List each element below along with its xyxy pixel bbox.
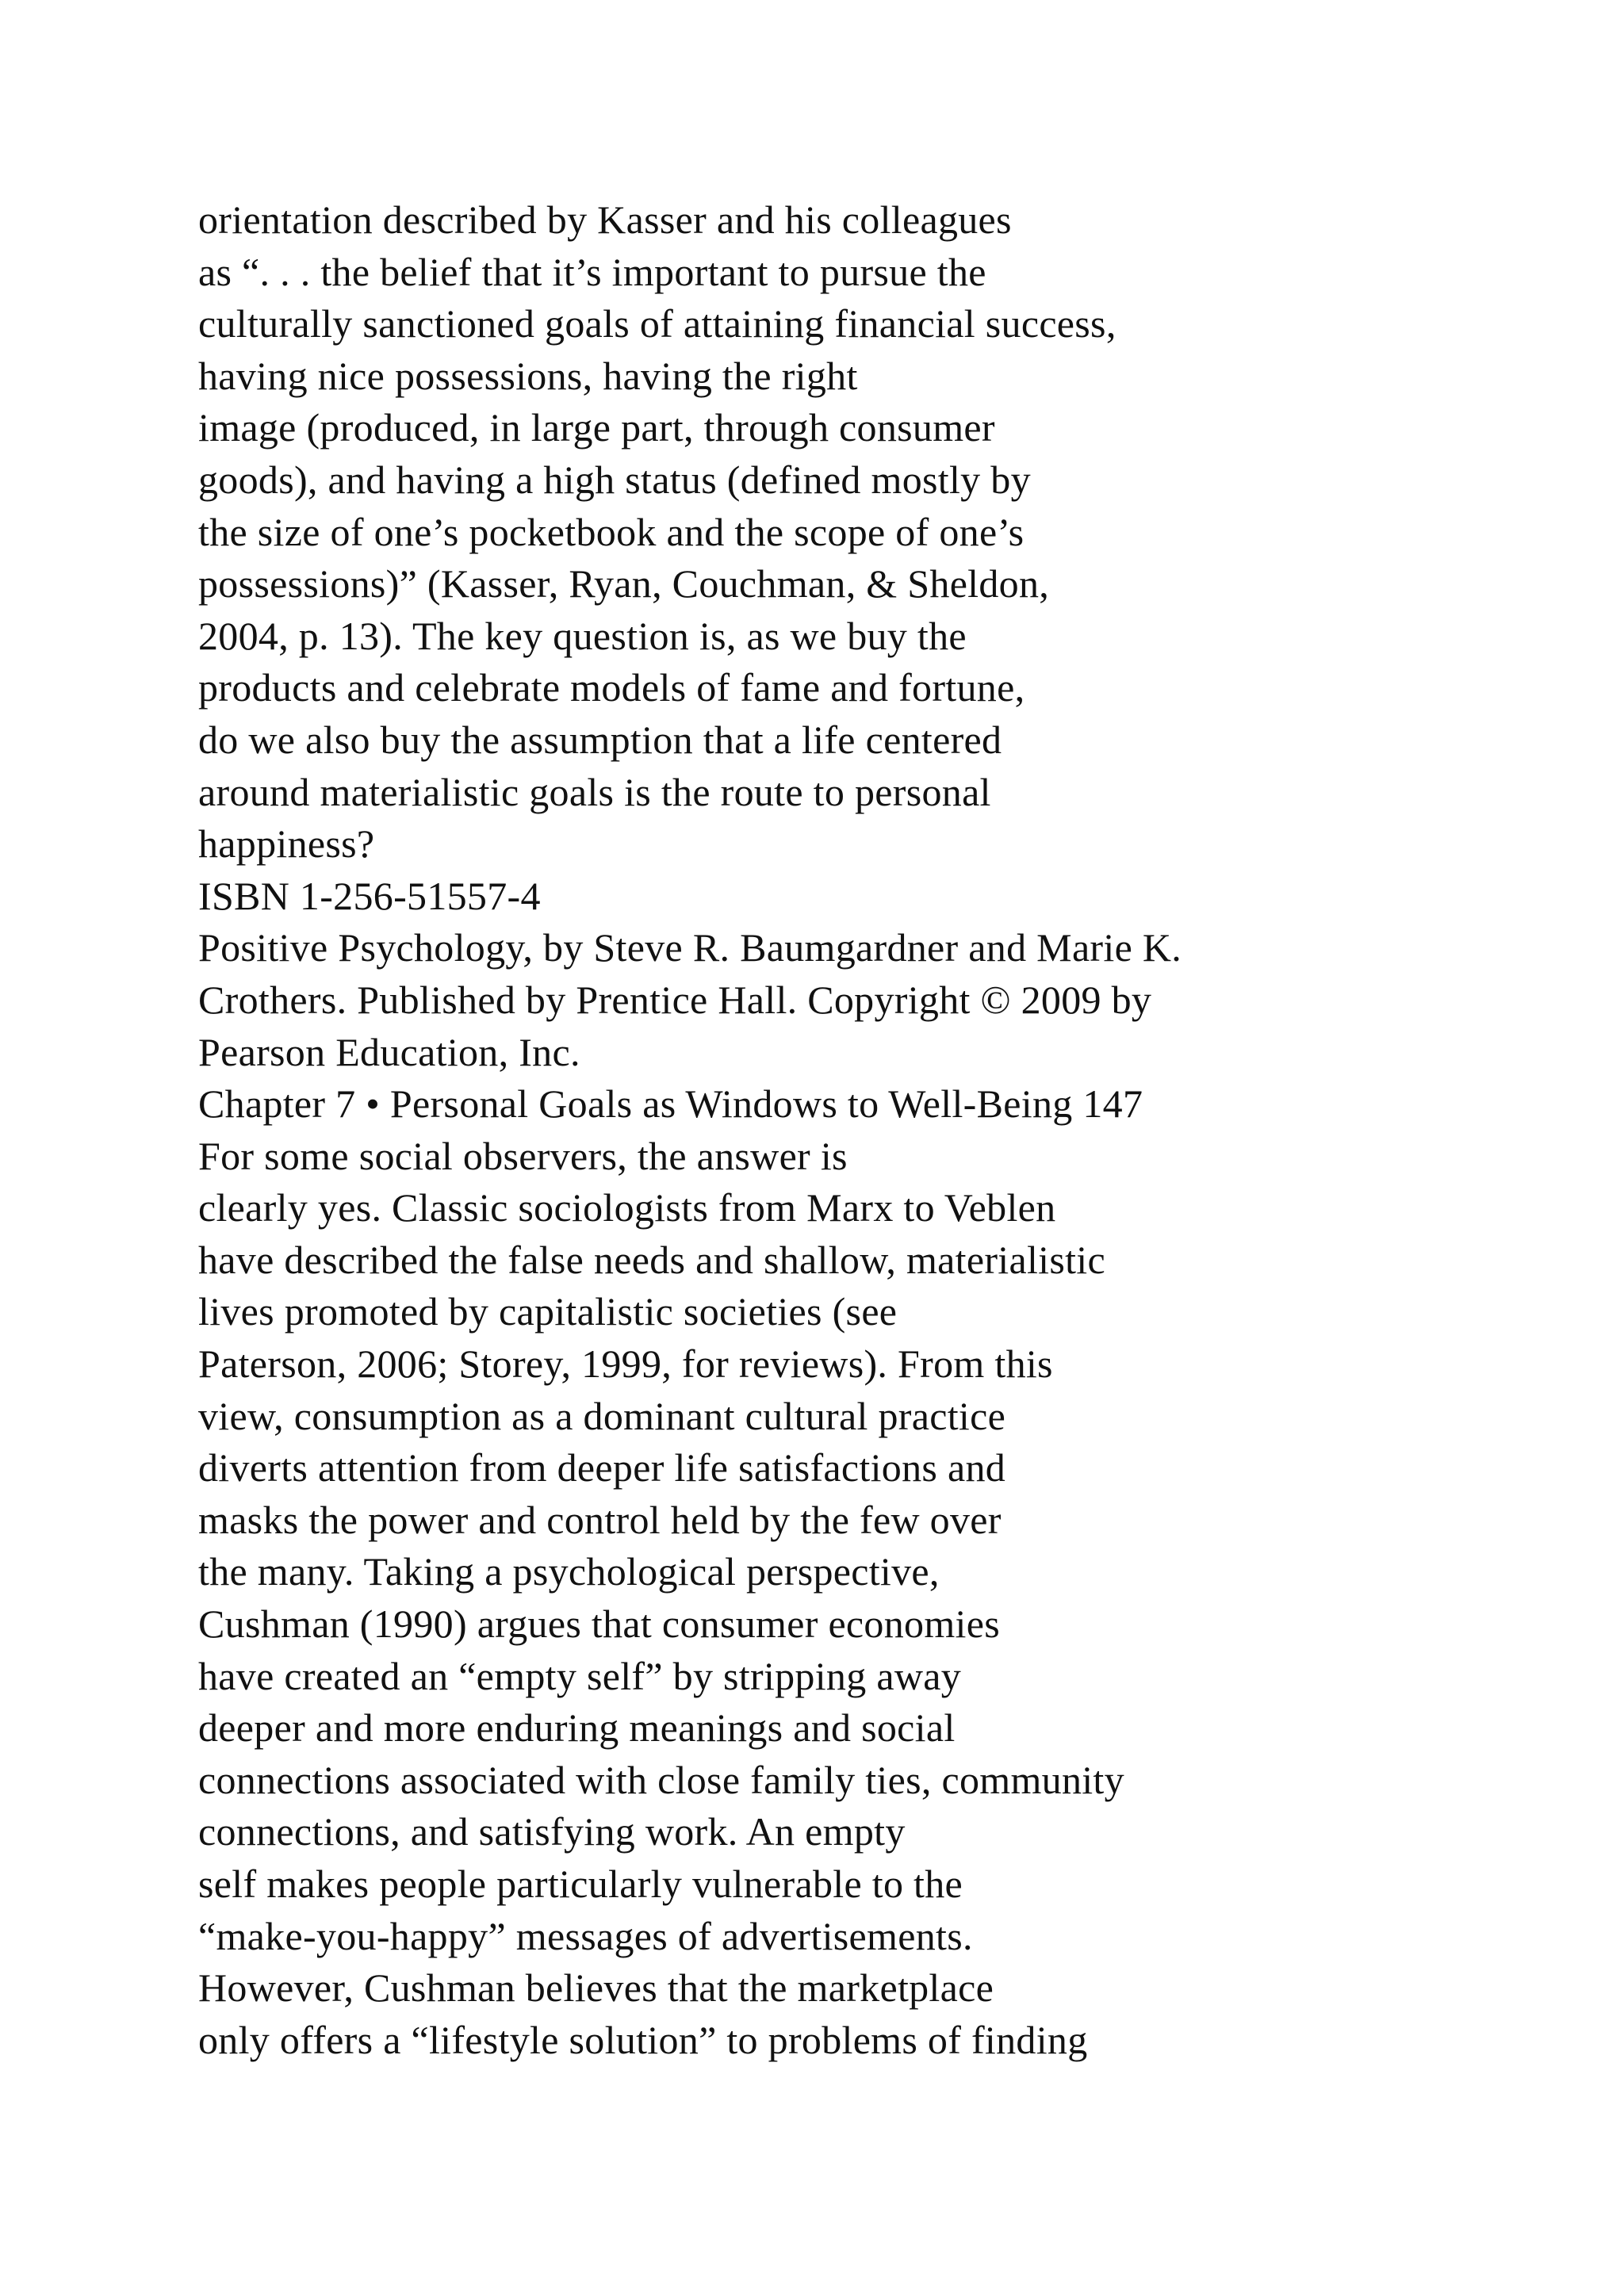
text-line: 2004, p. 13). The key question is, as we buy the	[198, 613, 967, 658]
body-text	[198, 194, 1594, 2066]
text-line: For some social observers, the answer is	[198, 1133, 848, 1178]
text-line: only offers a “lifestyle solution” to problems of finding	[198, 2017, 1088, 2062]
text-line: connections, and satisfying work. An empty	[198, 1809, 906, 1854]
text-line: image (produced, in large part, through consumer	[198, 405, 995, 450]
text-line: around materialistic goals is the route to personal	[198, 769, 991, 814]
text-line: ISBN 1-256-51557-4	[198, 873, 541, 918]
text-line: possessions)” (Kasser, Ryan, Couchman, & Sheldon,	[198, 561, 1050, 607]
text-line: happiness?	[198, 821, 375, 867]
text-line: the size of one’s pocketbook and the scope of one’s	[198, 509, 1025, 554]
text-line: goods), and having a high status (defined mostly by	[198, 457, 1031, 502]
text-line: masks the power and control held by the few over	[198, 1497, 1002, 1542]
text-line: do we also buy the assumption that a life centered	[198, 717, 1002, 762]
text-line: self makes people particularly vulnerable to the	[198, 1862, 963, 1906]
text-line: deeper and more enduring meanings and social	[198, 1705, 956, 1751]
text-line: However, Cushman believes that the marketplace	[198, 1965, 994, 2011]
text-line: Paterson, 2006; Storey, 1999, for reviews). From this	[198, 1341, 1053, 1387]
text-line: having nice possessions, having the right	[198, 353, 858, 398]
text-line: orientation described by Kasser and his colleagues	[198, 197, 1012, 242]
text-line: products and celebrate models of fame and fortune,	[198, 665, 1025, 710]
text-line: Positive Psychology, by Steve R. Baumgardner and Marie K.	[198, 925, 1182, 970]
text-line: as “. . . the belief that it’s important to pursue the	[198, 249, 986, 294]
text-line: have created an “empty self” by stripping away	[198, 1653, 962, 1698]
text-line: lives promoted by capitalistic societies (see	[198, 1289, 898, 1334]
text-line: the many. Taking a psychological perspective,	[198, 1549, 940, 1594]
text-line: view, consumption as a dominant cultural practice	[198, 1393, 1006, 1438]
text-line: diverts attention from deeper life satisfactions and	[198, 1445, 1006, 1490]
text-line: clearly yes. Classic sociologists from Marx to Veblen	[198, 1185, 1056, 1230]
text-line: Crothers. Published by Prentice Hall. Copyright © 2009 by	[198, 977, 1152, 1022]
text-line: connections associated with close family ties, community	[198, 1757, 1124, 1802]
text-line: Pearson Education, Inc.	[198, 1029, 580, 1074]
text-line: Chapter 7 • Personal Goals as Windows to Well-Being 147	[198, 1081, 1143, 1127]
text-line: have described the false needs and shallow, materialistic	[198, 1237, 1105, 1282]
text-line: Cushman (1990) argues that consumer economies	[198, 1601, 1000, 1647]
text-line: culturally sanctioned goals of attaining financial success,	[198, 301, 1116, 346]
text-line: “make-you-happy” messages of advertisements.	[198, 1913, 973, 1958]
